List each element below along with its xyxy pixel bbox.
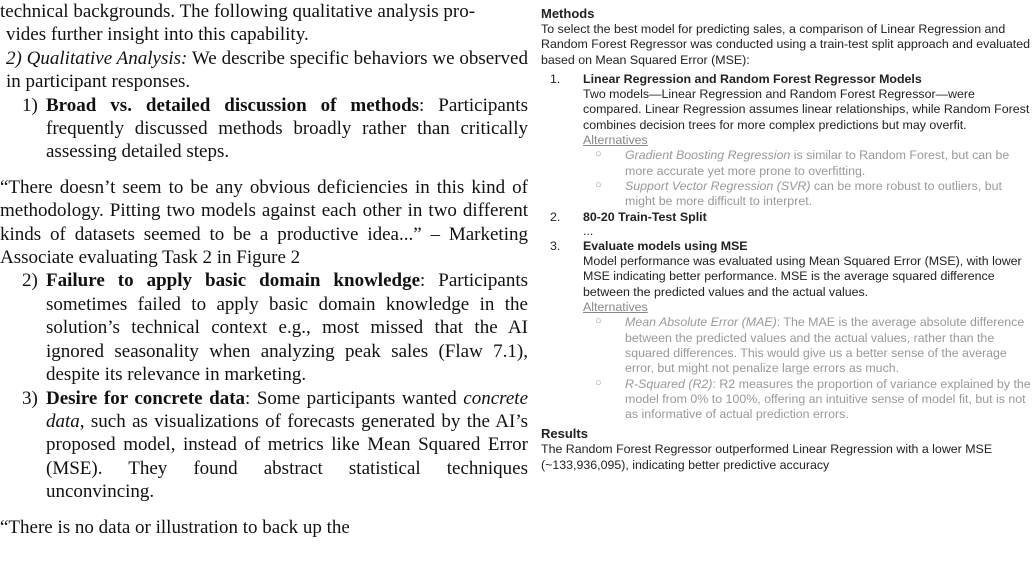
step-title: 80-20 Train-Test Split (583, 209, 707, 224)
step-number: 2. (550, 209, 561, 224)
finding-title: Desire for concrete data (46, 387, 246, 409)
alternative-name: R-Squared (R2) (625, 376, 713, 391)
alternatives-list (583, 148, 1033, 209)
subsection-text: We describe specific behaviors we observed in participant responses. (6, 47, 528, 93)
finding-body (46, 94, 528, 164)
alternative-text: can be more robust to outliers, but might be more difficult to interpret. (625, 178, 1002, 209)
circle-bullet-icon: ○ (595, 315, 602, 328)
step-title: Evaluate models using MSE (583, 238, 748, 253)
alternative-name: Gradient Boosting Regression (625, 148, 791, 163)
finding-number: 1) (22, 94, 38, 116)
method-step (541, 72, 1033, 210)
circle-bullet-icon: ○ (595, 376, 602, 389)
method-step (541, 239, 1033, 423)
methods-intro: To select the best model for predicting sales, a comparison of Linear Regression and Random Forest Regressor was conducted using a train-test split approach and evaluated based on Mean Squared Error (MSE): (541, 22, 1031, 67)
methods-figure (541, 6, 1033, 473)
finding-emphasis: concrete data (46, 387, 528, 432)
finding-number: 2) (22, 270, 38, 292)
alternative-name: Mean Absolute Error (MAE) (625, 315, 777, 330)
method-step (541, 210, 1033, 237)
finding-text: , such as visualizations of forecasts generated by the AI’s proposed model, instead of metrics like Mean Squared Error (MSE). They found abstract statistical techniques unconvincing. (46, 410, 528, 503)
results-text: The Random Forest Regressor outperformed Linear Regression with a lower MSE (~133,936,095), indicating better predictive accuracy (541, 442, 993, 472)
alternative-text: : R2 measures the proportion of variance explained by the model from 0% to 100%, offering an intuitive sense of model fit, but is not as informative of actual prediction errors. (625, 376, 1031, 422)
results-heading: Results (541, 426, 588, 442)
methods-heading: Methods (541, 6, 595, 21)
alternative-name: Support Vector Regression (SVR) (625, 178, 811, 193)
intro-line-2: vides further insight into this capability. (6, 24, 309, 46)
finding-title: Failure to apply basic domain knowledge (46, 270, 420, 292)
circle-bullet-icon: ○ (595, 178, 602, 191)
alternative-text: : The MAE is the average absolute difference between the predicted values and the actual values, rather than the squared differences. This would give us a better sense of the average error, but might not penalize large errors as much. (625, 315, 1025, 376)
alternative-item (583, 315, 1033, 376)
step-ellipsis: ... (583, 223, 594, 238)
participant-quote: “There is no data or illustration to back up the (0, 516, 350, 538)
finding-body (46, 387, 528, 504)
finding-text: : Participants sometimes failed to apply basic domain knowledge in the solution’s technical context e.g., most missed that the AI ignored seasonality when analyzing peak sales (Flaw 7.1), despite its relevance in marketing. (46, 270, 528, 386)
finding-item (0, 387, 528, 504)
step-number: 3. (550, 238, 561, 253)
method-steps (541, 72, 1033, 423)
alternative-item (583, 377, 1033, 423)
finding-text: : Participants frequently discussed methods broadly rather than critically assessing detailed steps. (46, 94, 528, 163)
step-description: Model performance was evaluated using Mean Squared Error (MSE), with lower MSE indicating better performance. MSE is the average squared difference between the predicted values and the actual values. (583, 254, 1022, 299)
finding-item (0, 269, 528, 386)
finding-text: : Some participants wanted (245, 387, 464, 409)
step-title: Linear Regression and Random Forest Regressor Models (583, 71, 922, 86)
intro-line-1: technical backgrounds. The following qualitative analysis pro- (0, 1, 476, 22)
participant-quote: “There doesn’t seem to be any obvious deficiencies in this kind of methodology. Pitting two models against each other in two different kinds of datasets seemed to be a productive idea...” – Marketing Associate evaluating Task 2 in Figure 2 (0, 176, 528, 269)
alternative-item (583, 179, 1033, 210)
subsection-paragraph (0, 47, 528, 94)
alternatives-link[interactable]: Alternatives (583, 300, 648, 315)
findings-list (0, 269, 528, 503)
alternative-item (583, 148, 1033, 179)
paper-column (0, 0, 528, 539)
finding-title: Broad vs. detailed discussion of methods (46, 94, 420, 116)
alternative-text: is similar to Random Forest, but can be more accurate yet more prone to overfitting. (625, 148, 1010, 178)
finding-body (46, 269, 528, 386)
finding-number: 3) (22, 387, 38, 409)
findings-list (0, 94, 528, 164)
alternatives-list (583, 315, 1033, 422)
step-description: Two models—Linear Regression and Random Forest Regressor—were compared. Linear Regression assumes linear relationships, while Random Forest combines decision trees for more complex predictions but may overfit. (583, 87, 1030, 132)
step-number: 1. (550, 71, 561, 86)
alternatives-link[interactable]: Alternatives (583, 133, 648, 148)
circle-bullet-icon: ○ (595, 148, 602, 161)
finding-item (0, 94, 528, 164)
subsection-label: 2) Qualitative Analysis: (6, 47, 188, 69)
